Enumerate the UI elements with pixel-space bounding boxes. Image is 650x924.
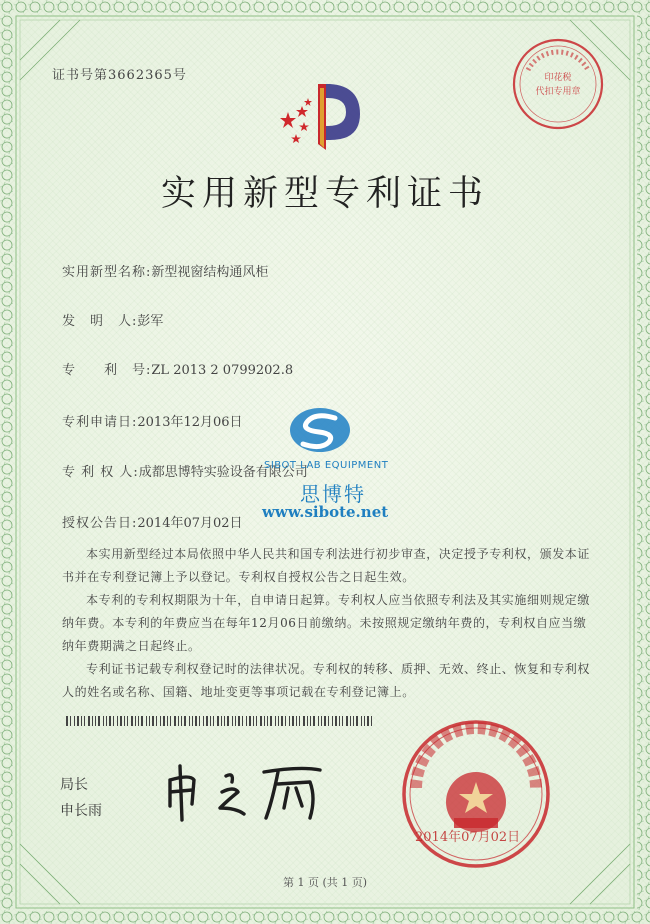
field-patent-number xyxy=(62,359,293,378)
field-value: 彭军 xyxy=(137,314,164,329)
national-ip-office-seal-icon xyxy=(398,718,554,870)
field-label: 授权公告日: xyxy=(62,516,138,531)
patent-office-logo-icon xyxy=(268,78,368,154)
field-label: 实用新型名称: xyxy=(62,265,152,280)
director-signature xyxy=(160,758,350,828)
field-label: 专 利 权 人: xyxy=(62,465,139,480)
watermark-chinese: 思博特 xyxy=(300,482,366,506)
svg-text:代扣专用章: 代扣专用章 xyxy=(535,87,581,97)
seal-date: 2014年07月02日 xyxy=(415,830,521,845)
sibote-watermark-logo-icon xyxy=(285,404,355,456)
field-application-date xyxy=(62,411,243,430)
field-value: 成都思博特实验设备有限公司 xyxy=(138,465,308,480)
field-label: 专 利 号: xyxy=(62,363,152,378)
barcode-strip xyxy=(66,716,376,726)
body-paragraph-1: 本实用新型经过本局依照中华人民共和国专利法进行初步审查，决定授予专利权，颁发本证书并在专利登记簿上予以登记。专利权自授权公告之日起生效。 xyxy=(62,547,591,584)
field-label: 专利申请日: xyxy=(62,415,138,430)
watermark-url: www.sibote.net xyxy=(262,503,389,521)
svg-text:印花税: 印花税 xyxy=(544,73,572,83)
certificate-number: 证书号第3662365号 xyxy=(52,68,187,83)
field-value: ZL 2013 2 0799202.8 xyxy=(151,363,294,378)
page-footer: 第 1 页 (共 1 页) xyxy=(282,876,368,889)
body-paragraph-2: 本专利的专利权期限为十年，自申请日起算。专利权人应当依照专利法及其实施细则规定缴纳年费。本专利的年费应当在每年12月06日前缴纳。未按照规定缴纳年费的，专利权自应当缴纳年费期满之日起终止。 xyxy=(62,593,591,653)
watermark-english: SIBOT LAB EQUIPMENT xyxy=(264,460,389,471)
field-label: 发 明 人: xyxy=(62,314,138,329)
director-name: 申长雨 xyxy=(60,803,102,819)
field-grant-date xyxy=(62,512,243,531)
field-value: 新型视窗结构通风柜 xyxy=(151,265,269,280)
field-inventor xyxy=(62,310,163,329)
tax-seal-stamp-icon xyxy=(510,36,606,132)
certificate-title: 实用新型专利证书 xyxy=(160,174,489,214)
field-utility-model-name xyxy=(62,261,268,280)
field-value: 2013年12月06日 xyxy=(137,415,243,430)
field-value: 2014年07月02日 xyxy=(137,516,243,531)
director-title: 局长 xyxy=(60,777,88,793)
body-paragraph-3: 专利证书记载专利权登记时的法律状况。专利权的转移、质押、无效、终止、恢复和专利权人的姓名或名称、国籍、地址变更等事项记载在专利登记簿上。 xyxy=(62,662,591,699)
